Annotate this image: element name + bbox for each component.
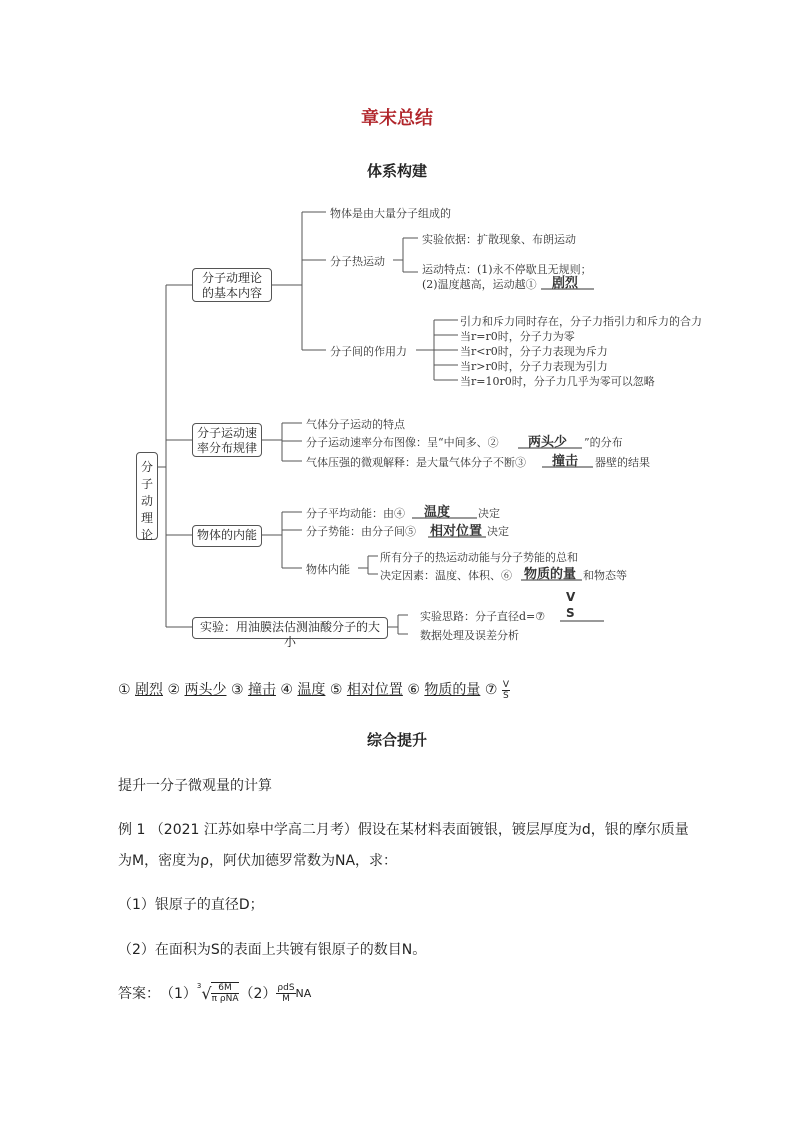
answer-1: 剧烈 [135, 682, 164, 698]
b1-item-thermal-motion: 分子热运动 [330, 255, 385, 268]
answer-6: 物质的量 [424, 682, 481, 698]
b2-answer-2: 两头少 [528, 435, 568, 450]
root-index: 3 [196, 982, 202, 990]
answer-num-2: ② [167, 682, 181, 698]
branch-basic-content [192, 268, 272, 302]
cube-root-formula [197, 982, 240, 1004]
answer-part-1: （1） [160, 986, 197, 1002]
b3-definition: 所有分子的热运动动能与分子势能的总和 [380, 551, 578, 564]
example-line-1: 例 1 （2021 江苏如皋中学高二月考）假设在某材料表面镀银，镀层厚度为d，银的摩尔质量 [118, 822, 689, 838]
question-1: （1）银原子的直径D； [118, 897, 264, 913]
answer-num-6: ⑥ [407, 682, 420, 698]
b3-item-potential-post: 决定 [487, 525, 509, 538]
answer-2: 两头少 [184, 682, 227, 698]
answer-num-7: ⑦ [484, 682, 498, 698]
answer-num-4: ④ [280, 682, 293, 698]
question-2: （2）在面积为S的表面上共镀有银原子的数目N。 [118, 942, 427, 958]
b1-answer-1: 剧烈 [552, 276, 579, 291]
answer-line [118, 982, 311, 1004]
branch-basic-content-line2: 的基本内容 [201, 286, 262, 300]
count-numerator: ρdS [277, 982, 295, 993]
subheading: 提升一分子微观量的计算 [118, 778, 272, 794]
b1-force-d: 当r>r0时，分子力表现为引力 [460, 360, 608, 373]
b3-answer-5: 相对位置 [430, 524, 483, 539]
answer-7-numerator: V [502, 679, 509, 690]
answer-7-fraction [502, 680, 510, 701]
b2-item-distribution-post: ”的分布 [584, 436, 623, 449]
b2-item-distribution-pre: 分子运动速率分布图像：呈“中间多、② [306, 436, 499, 449]
b4-idea-pre: 实验思路：分子直径d=⑦ [420, 610, 546, 623]
b1-motion-features-1: 运动特点：(1)永不停歇且无规则； [422, 263, 592, 276]
branch-speed-distribution [192, 423, 262, 457]
root-sign-icon: √ [201, 983, 212, 1003]
root-fraction [211, 982, 240, 1004]
root-numerator: 6M [211, 983, 240, 994]
b4-answer-7-numerator: V [566, 590, 576, 604]
b4-data-analysis: 数据处理及误差分析 [420, 629, 519, 642]
b2-item-pressure-pre: 气体压强的微观解释：是大量气体分子不断③ [306, 456, 526, 469]
branch-speed-distribution-line2: 率分布规律 [197, 441, 258, 455]
branch-internal-energy: 物体的内能 [192, 525, 262, 547]
count-tail: NA [295, 986, 312, 1000]
answers-line [118, 679, 510, 701]
b4-answer-7-denominator: S [566, 606, 575, 620]
b1-force-e: 当r=10r0时，分子力几乎为零可以忽略 [460, 375, 655, 388]
count-denominator: M [282, 993, 290, 1004]
b1-item-matter-composition: 物体是由大量分子组成的 [330, 207, 451, 220]
answer-num-1: ① [118, 682, 131, 698]
b3-item-kinetic-post: 决定 [478, 507, 500, 520]
b3-item-potential-pre: 分子势能：由分子间⑤ [306, 525, 416, 538]
b1-force-b: 当r=r0时，分子力为零 [460, 330, 575, 343]
answer-num-3: ③ [230, 682, 244, 698]
b3-answer-4: 温度 [424, 505, 451, 520]
b1-force-c: 当r<r0时，分子力表现为斥力 [460, 345, 608, 358]
branch-basic-content-line1: 分子动理论 [201, 271, 262, 285]
branch-speed-distribution-line1: 分子运动速 [197, 426, 258, 440]
answer-3: 撞击 [247, 682, 276, 698]
b1-item-intermolecular-force: 分子间的作用力 [330, 345, 407, 358]
b3-factors-post: 和物态等 [583, 569, 627, 582]
b1-motion-features-2: (2)温度越高，运动越① [422, 278, 537, 291]
section-heading-structure: 体系构建 [366, 162, 427, 180]
section-heading-improve: 综合提升 [366, 731, 427, 749]
b3-item-kinetic-pre: 分子平均动能：由④ [306, 507, 405, 520]
b1-force-a: 引力和斥力同时存在，分子力指引力和斥力的合力 [460, 315, 702, 328]
b3-item-internal-energy: 物体内能 [306, 563, 350, 576]
root-node: 分子动理论 [136, 452, 158, 540]
answer-5: 相对位置 [346, 682, 403, 698]
b2-item-gas-motion: 气体分子运动的特点 [306, 418, 405, 431]
answer-label: 答案： [118, 986, 160, 1002]
b2-item-pressure-post: 器壁的结果 [595, 456, 650, 469]
b2-answer-3: 撞击 [552, 454, 579, 469]
b3-answer-6: 物质的量 [524, 567, 577, 582]
answer-num-5: ⑤ [329, 682, 343, 698]
page-title: 章末总结 [361, 108, 433, 129]
root-denominator: π ρNA [211, 994, 239, 1004]
answer-4: 温度 [297, 682, 326, 698]
answer-part-2: （2） [239, 986, 277, 1002]
b1-evidence: 实验依据：扩散现象、布朗运动 [422, 233, 576, 246]
branch-experiment: 实验：用油膜法估测油酸分子的大小 [192, 617, 388, 639]
b3-factors-pre: 决定因素：温度、体积、⑥ [380, 569, 512, 582]
answer-7-denominator: S [503, 690, 509, 701]
count-fraction [276, 983, 295, 1004]
example-line-2: 为M，密度为ρ，阿伏加德罗常数为NA，求： [118, 853, 398, 869]
